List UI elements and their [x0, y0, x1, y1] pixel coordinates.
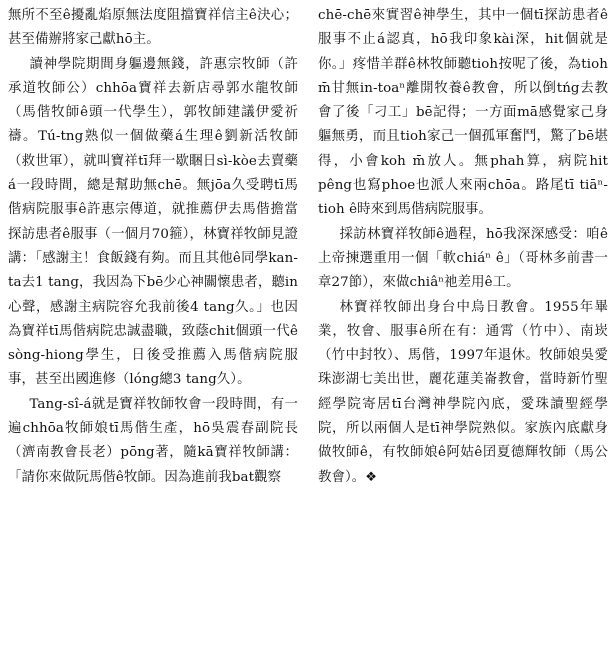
- paragraph-4: 採訪林寶祥牧師ê過程，hō我深深感受：咱ê上帝揀選重用一個「軟chiáⁿ ê」（哥林多前書一章27節），來做chiâⁿ祂差用ê工。: [318, 226, 608, 291]
- paragraph-5-text: 林寶祥牧師出身台中烏日教會。1955年畢業，牧會、服事ê所在有：通霄（竹中）、南崁（竹中封牧）、馬偕，1997年退休。牧師娘吳愛珠澎湖七美出世，麗花蓮美崙教會，當時新竹聖經學院寄居tī台灣神學院內底，愛珠讀聖經學院，所以兩個人是tī神學院熟似。家族內底獻身做牧師ê，有牧師娘ê阿姑ê囝夏德輝牧師（馬公教會）。: [318, 299, 608, 485]
- right-column: [318, 4, 608, 490]
- end-mark-icon: ❖: [365, 469, 378, 485]
- paragraph-3-continued: chē-chē來實習ê神學生，其中一個tī探訪患者ê服事不止á認真，hō我印象kài深，hit個就是你。」疼惜羊群ê林牧師聽tioh按呢了後，為tioh m̄甘無in-toaⁿ離開牧養ê教會，所以倒tńg去教會了後「刁工」bē記得；一方面mā感覺家己身軀無勇，而且tioh家己一個孤軍奮鬥，驚了bē堪得，小會koh m̄放人。無phah算，病院hit pêng也寫phoe也派人來兩chōa。路尾tī tiāⁿ-tioh ê時來到馬偕病院服事。: [318, 8, 608, 218]
- paragraph-1: 無所不至ê擾亂焰原無法度阻擋寶祥信主ê決心；甚至備辦將家己獻hō主。: [8, 8, 298, 48]
- paragraph-5: [318, 296, 608, 490]
- paragraph-3: Tang-sî-á就是寶祥牧師牧會一段時間，有一遍chhōa牧師娘tī馬偕生產，hō吳震春副院長（濟南教會長老）pōng著，隨kā寶祥牧師講：「請你來做阮馬偕ê牧師。因為進前我bat觀察: [8, 396, 298, 485]
- paragraph-2: 讀神學院期間身軀邊無錢，許惠宗牧師（許承道牧師公）chhōa寶祥去新店尋郭水龍牧師（馬偕牧師ê頭一代學生），郭牧師建議伊愛祈禱。Tú-tng熟似一個做藥á生理ê劉新活牧師（救世軍），就叫寶祥tī拜一歇睏日sì-kòe去賣藥á一段時間，總是幫助無chē。無jōa久受聘tī馬偕病院服事ê許惠宗傳道，就推薦伊去馬偕擔當探訪患者ê服事（一個月70箍），林寶祥牧師見證講：「感謝主！食飯錢有夠。而且其他ê同學kan-ta去1 tang，我因為下bē少心神關懷患者，聽in心聲，感謝主病院容允我前後4 tang久。」也因為寶祥tī馬偕病院忠誠盡職，致蔭chit個頭一代ê sòng-hiong學生，日後受推薦入馬偕病院服事，甚至出國進修（lóng總3 tang久）。: [8, 56, 298, 388]
- left-column: [8, 4, 298, 490]
